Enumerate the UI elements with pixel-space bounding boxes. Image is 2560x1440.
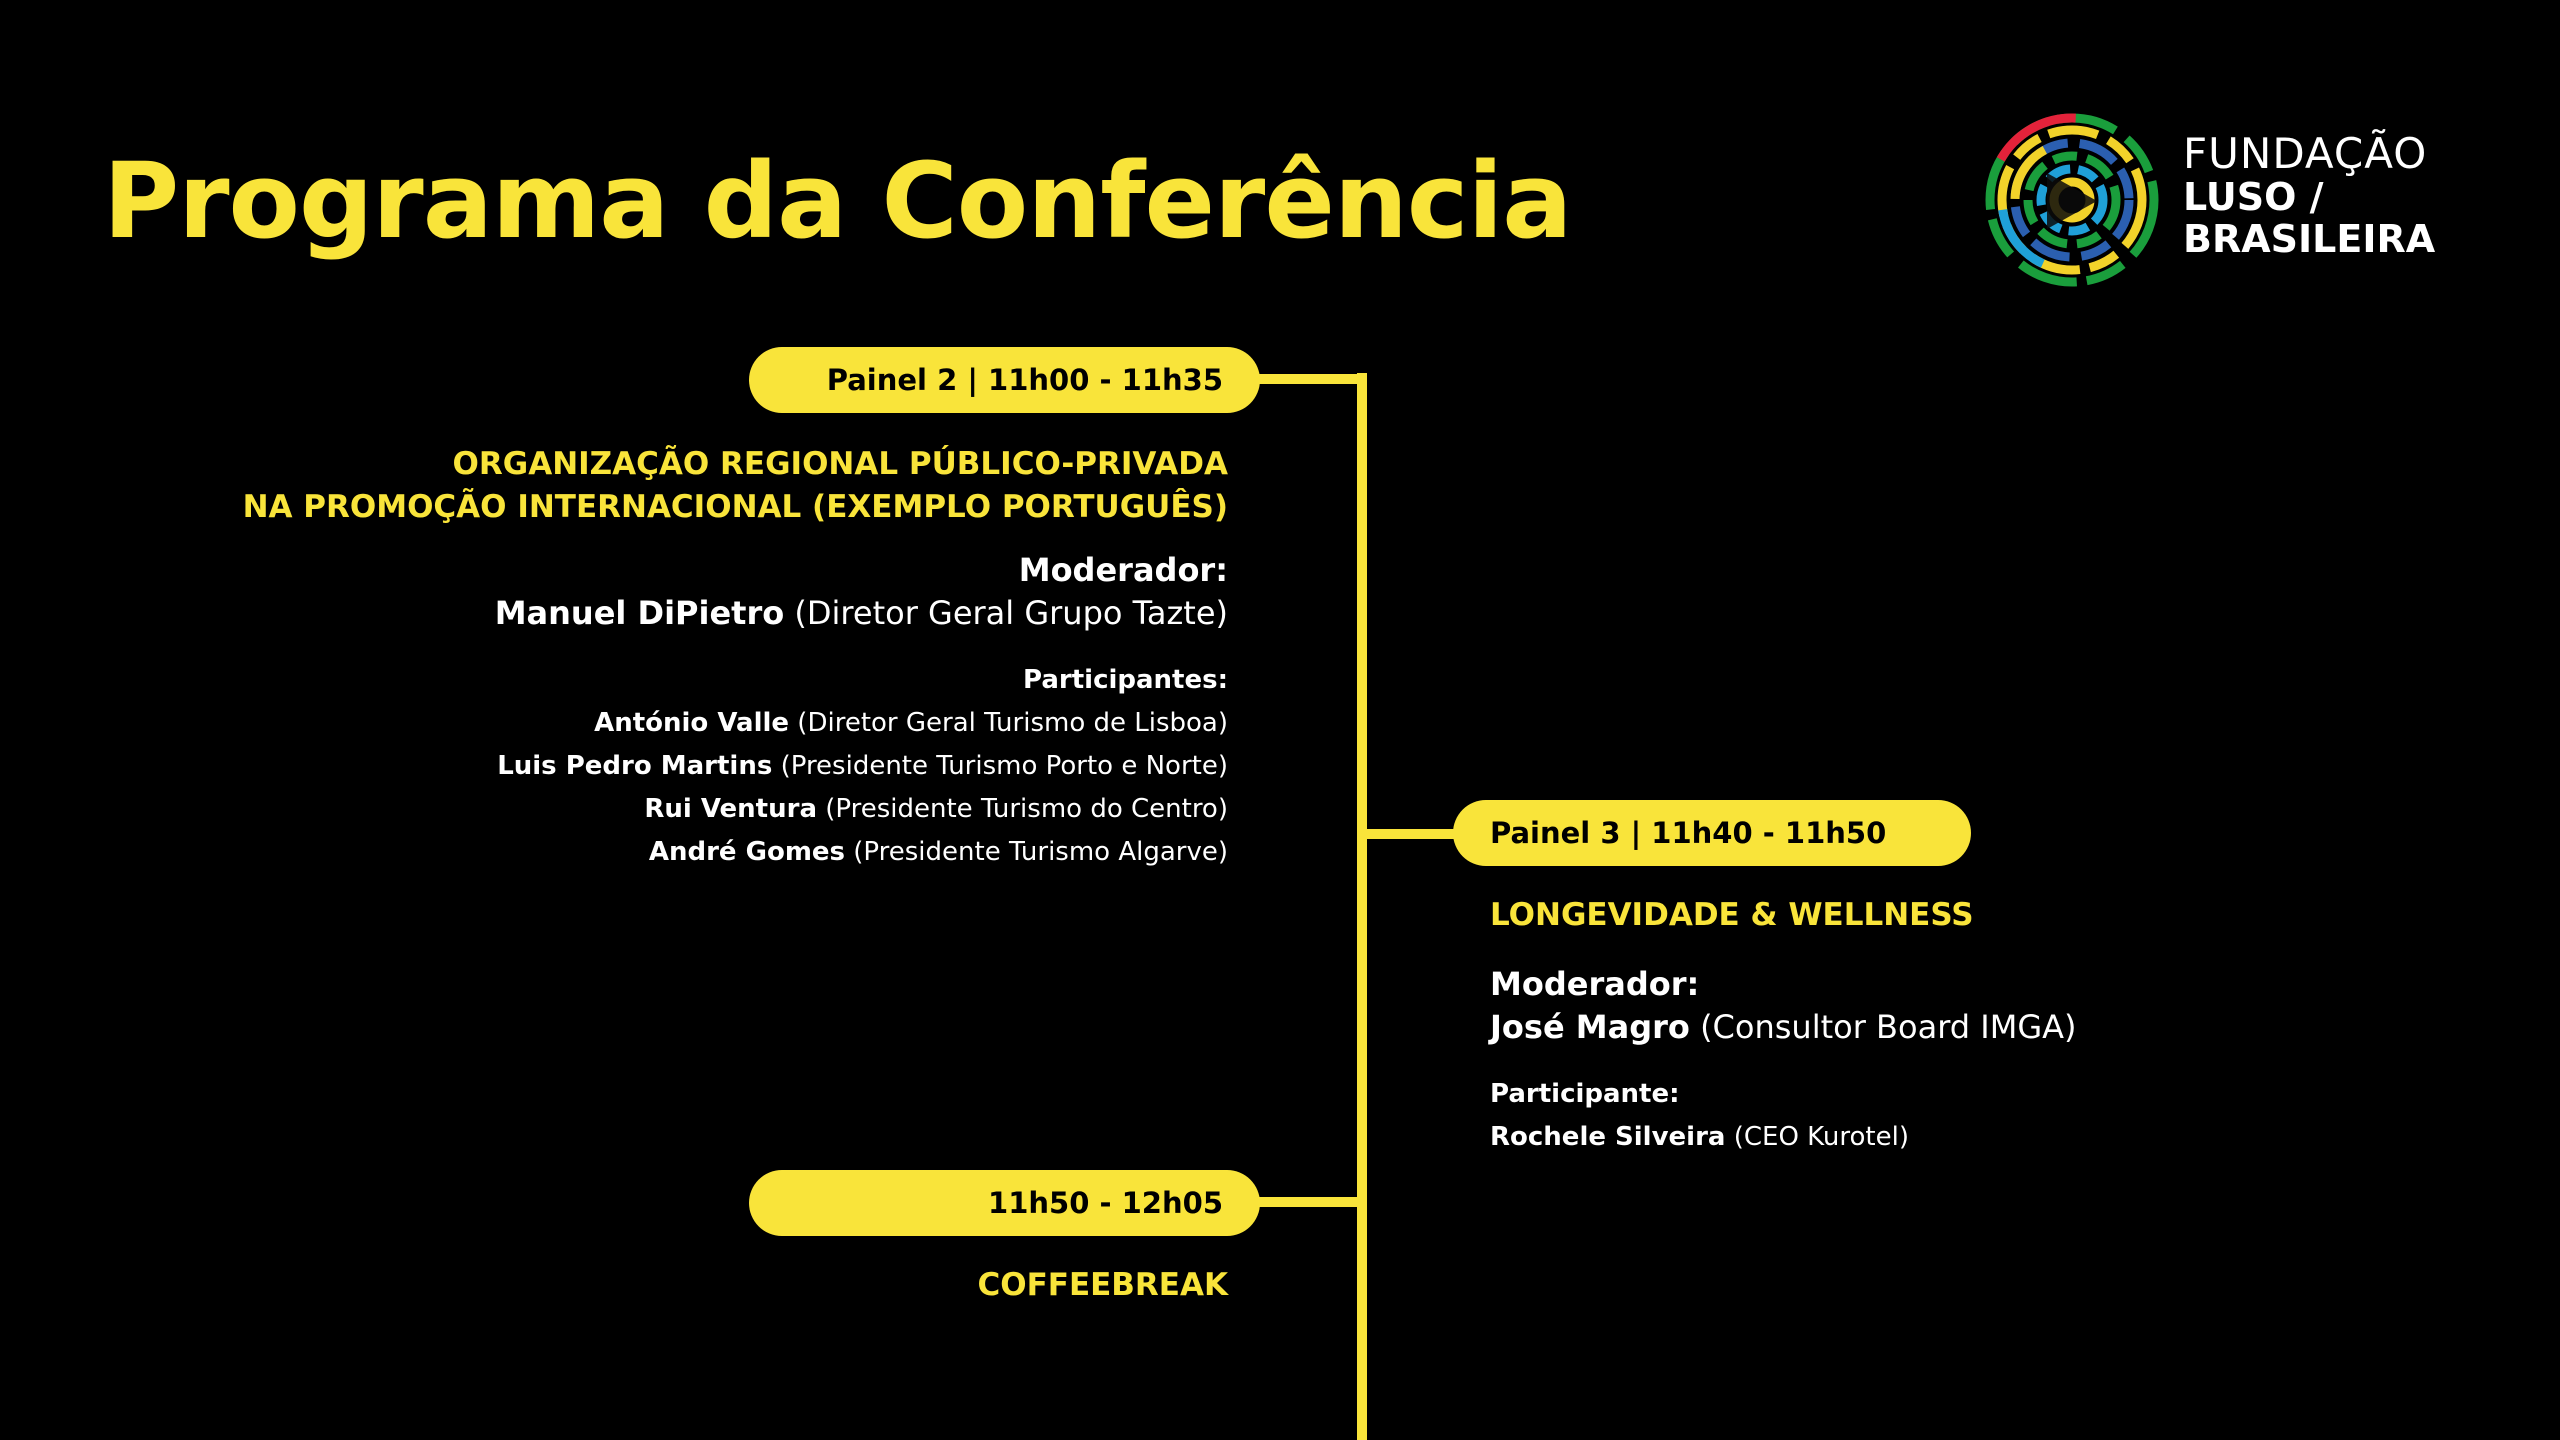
logo-text-line-2: LUSO /: [2183, 175, 2324, 219]
panel-3-content: [1490, 894, 2076, 1159]
participant-role: (CEO Kurotel): [1725, 1122, 1909, 1152]
fundacao-luso-brasileira-logo: [1985, 113, 2440, 288]
panel-3-moderator: [1490, 1006, 2076, 1049]
panel-2-participant: [243, 831, 1228, 874]
panel-2-moderator-label: Moderador:: [1018, 551, 1228, 589]
participant-role: (Presidente Turismo do Centro): [817, 794, 1228, 824]
participant-name: António Valle: [594, 708, 790, 738]
logo-emblem-icon: [1985, 113, 2160, 288]
logo-text-line-3: BRASILEIRA: [2183, 217, 2436, 261]
panel-2-participant: [243, 745, 1228, 788]
panel-3-participants-label: Participante:: [1490, 1079, 1680, 1109]
panel-2-participant: [243, 702, 1228, 745]
coffeebreak-time-pill: 11h50 - 12h05: [749, 1170, 1260, 1236]
panel-3-moderator-label: Moderador:: [1490, 965, 1700, 1003]
panel-3-heading: LONGEVIDADE & WELLNESS: [1490, 897, 1974, 933]
panel-3-participant: [1490, 1116, 2076, 1159]
coffeebreak-content: [978, 1264, 1229, 1307]
participant-name: André Gomes: [648, 837, 846, 867]
panel-2-heading-line-1: ORGANIZAÇÃO REGIONAL PÚBLICO-PRIVADA: [452, 446, 1228, 482]
panel-2-content: [243, 443, 1228, 874]
participant-name: Rochele Silveira: [1490, 1122, 1726, 1152]
panel-3-time-pill: Painel 3 | 11h40 - 11h50: [1453, 800, 1971, 866]
participant-name: Luis Pedro Martins: [497, 751, 773, 781]
panel-2-moderator-name: Manuel DiPietro: [494, 594, 785, 632]
timeline-spine: [1357, 373, 1367, 1440]
participant-name: Rui Ventura: [644, 794, 817, 824]
timeline-connector-panel-3: [1357, 829, 1467, 839]
participant-role: (Presidente Turismo Algarve): [845, 837, 1228, 867]
panel-2-time-pill: Painel 2 | 11h00 - 11h35: [749, 347, 1260, 413]
panel-2-moderator: [243, 592, 1228, 635]
coffeebreak-heading: COFFEEBREAK: [977, 1267, 1228, 1303]
participant-role: (Diretor Geral Turismo de Lisboa): [789, 708, 1228, 738]
panel-2-participants-label: Participantes:: [1023, 665, 1228, 695]
logo-text-line-1: FUNDAÇÃO: [2183, 129, 2428, 178]
panel-2-heading-line-2: NA PROMOÇÃO INTERNACIONAL (EXEMPLO PORTUGUÊS): [242, 489, 1228, 525]
page-title: Programa da Conferência: [103, 140, 1572, 262]
panel-3-moderator-role: (Consultor Board IMGA): [1689, 1008, 2077, 1046]
panel-2-moderator-role: (Diretor Geral Grupo Tazte): [784, 594, 1228, 632]
panel-3-moderator-name: José Magro: [1490, 1008, 1690, 1046]
participant-role: (Presidente Turismo Porto e Norte): [772, 751, 1228, 781]
timeline-connector-coffeebreak: [1245, 1197, 1367, 1207]
timeline-connector-panel-2: [1245, 374, 1367, 384]
panel-2-participant: [243, 788, 1228, 831]
